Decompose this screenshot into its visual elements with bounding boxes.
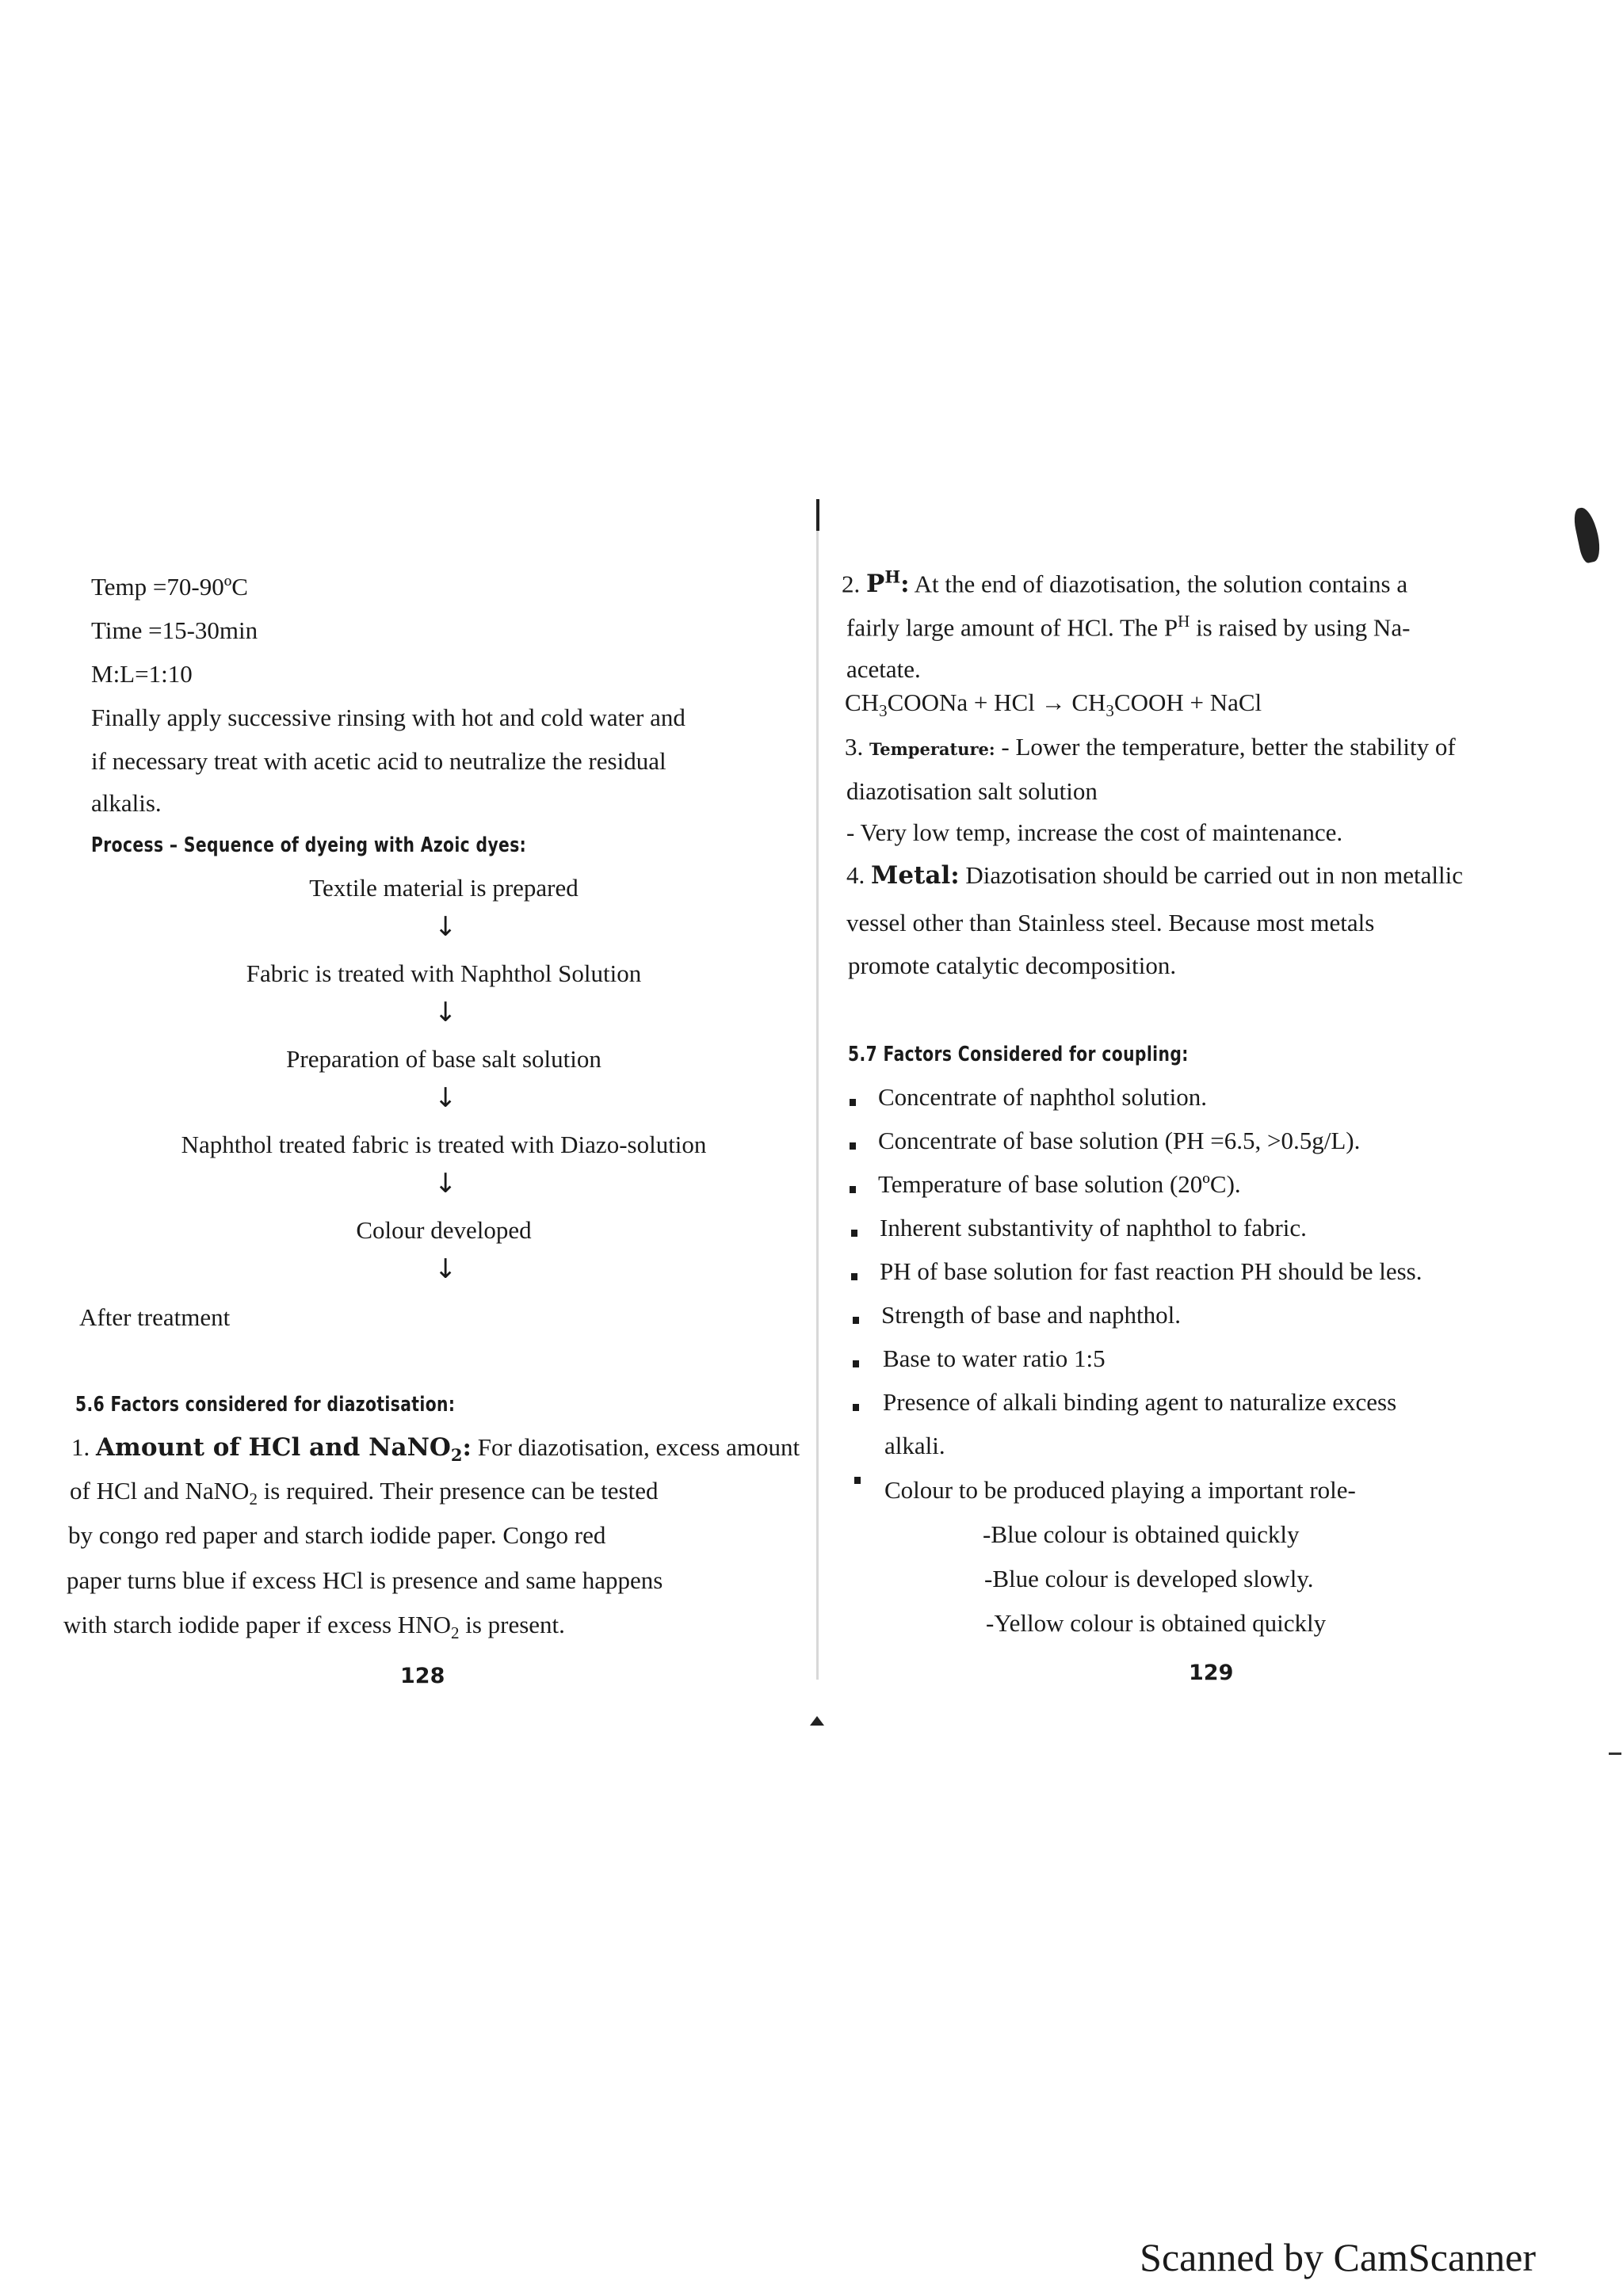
colour-option-1: -Blue colour is obtained quickly	[983, 1520, 1300, 1548]
rinse-line-1: Finally apply successive rinsing with hot and cold water and	[91, 704, 685, 731]
down-arrow-icon: ↓	[434, 1168, 457, 1199]
item-1-line-2: of HCl and NaNO$_2$ is required. Their presence can be tested	[70, 1477, 659, 1509]
item-3-line-3: - Very low temp, increase the cost of maintenance.	[846, 818, 1343, 846]
item-2-line-3: acetate.	[846, 655, 921, 683]
item-2-line-2: fairly large amount of HCl. The $P^H$ is raised by using Na-	[846, 612, 1411, 642]
coupling-factor-4: Inherent substantivity of naphthol to fabric.	[880, 1214, 1307, 1241]
coupling-factor-9: Colour to be produced playing a important role-	[884, 1476, 1356, 1504]
bullet-icon	[851, 1230, 857, 1237]
coupling-factor-8: Presence of alkali binding agent to naturalize excess	[883, 1388, 1397, 1416]
bullet-icon	[850, 1099, 856, 1106]
param-ml: M:L=1:10	[91, 660, 193, 688]
sequence-step-6: After treatment	[79, 1303, 231, 1331]
bullet-icon	[853, 1404, 859, 1411]
edge-dash-mark	[1609, 1753, 1621, 1755]
item-1-label: Amount of HCl and NaNO$_2$:	[96, 1433, 472, 1466]
item-4-line-3: promote catalytic decomposition.	[848, 952, 1177, 979]
sequence-step-1: Textile material is prepared	[309, 874, 579, 902]
item-4-line-1: 4. Metal: Diazotisation should be carried out in non metallic	[846, 861, 1464, 890]
book-spine-shadow	[816, 507, 819, 1680]
param-time: Time =15-30min	[91, 616, 258, 644]
sequence-step-3: Preparation of base salt solution	[286, 1045, 601, 1073]
section-5-6-heading: 5.6 Factors considered for diazotisation:	[75, 1393, 456, 1417]
coupling-factor-5: PH of base solution for fast reaction PH should be less.	[880, 1257, 1423, 1285]
down-arrow-icon: ↓	[434, 1082, 457, 1114]
coupling-factor-2: Concentrate of base solution (PH =6.5, >0.5g/L).	[878, 1127, 1361, 1154]
bullet-icon	[851, 1273, 857, 1280]
page-number-129: 129	[1189, 1661, 1234, 1685]
sequence-step-2: Fabric is treated with Naphthol Solution	[246, 959, 642, 987]
item-3-label: Temperature:	[869, 739, 995, 759]
coupling-factor-6: Strength of base and naphthol.	[881, 1301, 1181, 1329]
item-1-line-4: paper turns blue if excess HCl is presence and same happens	[67, 1566, 663, 1594]
section-5-7-heading: 5.7 Factors Considered for coupling:	[848, 1043, 1189, 1066]
sequence-step-4: Naphthol treated fabric is treated with Diazo-solution	[181, 1131, 707, 1158]
param-temp: Temp =70-90ºC	[91, 573, 248, 601]
colour-option-2: -Blue colour is developed slowly.	[984, 1565, 1314, 1592]
coupling-factor-3: Temperature of base solution (20ºC).	[878, 1170, 1241, 1198]
item-3-line-1: 3. Temperature: - Lower the temperature, better the stability of	[845, 733, 1456, 761]
item-4-label: Metal:	[871, 861, 960, 890]
process-heading: Process – Sequence of dyeing with Azoic dyes:	[91, 833, 527, 857]
coupling-factor-8-cont: alkali.	[884, 1432, 945, 1459]
item-1-line-3: by congo red paper and starch iodide paper. Congo red	[68, 1521, 606, 1549]
item-1-number: 1.	[71, 1433, 90, 1461]
down-arrow-icon: ↓	[434, 1253, 457, 1285]
scanner-watermark: Scanned by CamScanner	[1140, 2235, 1536, 2279]
bullet-icon	[850, 1186, 856, 1193]
scan-ink-blot	[1571, 505, 1603, 564]
down-arrow-icon: ↓	[434, 997, 457, 1028]
spine-mark	[816, 499, 819, 531]
spine-triangle-mark	[810, 1716, 824, 1726]
item-4-line-2: vessel other than Stainless steel. Because most metals	[846, 909, 1375, 936]
item-2-label: $P^H$:	[866, 567, 910, 599]
item-2-equation: $CH_3COONa$ + HCl → $CH_3COOH$ + NaCl	[845, 688, 1262, 721]
rinse-line-2: if necessary treat with acetic acid to neutralize the residual	[91, 747, 666, 775]
item-1-line-1: 1. Amount of HCl and NaNO$_2$: For diazotisation, excess amount	[71, 1433, 800, 1466]
item-2-line-1: 2. $P^H$: At the end of diazotisation, the solution contains a	[842, 567, 1408, 599]
bullet-icon	[853, 1317, 859, 1324]
item-1-line-5: with starch iodide paper if excess $HNO_2$ is present.	[63, 1611, 565, 1643]
down-arrow-icon: ↓	[434, 911, 457, 943]
sequence-step-5: Colour developed	[356, 1216, 532, 1244]
item-3-line-2: diazotisation salt solution	[846, 777, 1098, 805]
page-number-128: 128	[400, 1664, 445, 1688]
bullet-icon	[853, 1360, 859, 1367]
coupling-factor-1: Concentrate of naphthol solution.	[878, 1083, 1207, 1111]
bullet-icon	[854, 1477, 861, 1484]
rinse-line-3: alkalis.	[91, 789, 162, 817]
colour-option-3: -Yellow colour is obtained quickly	[986, 1609, 1327, 1637]
coupling-factor-7: Base to water ratio 1:5	[883, 1344, 1106, 1372]
bullet-icon	[850, 1142, 856, 1150]
